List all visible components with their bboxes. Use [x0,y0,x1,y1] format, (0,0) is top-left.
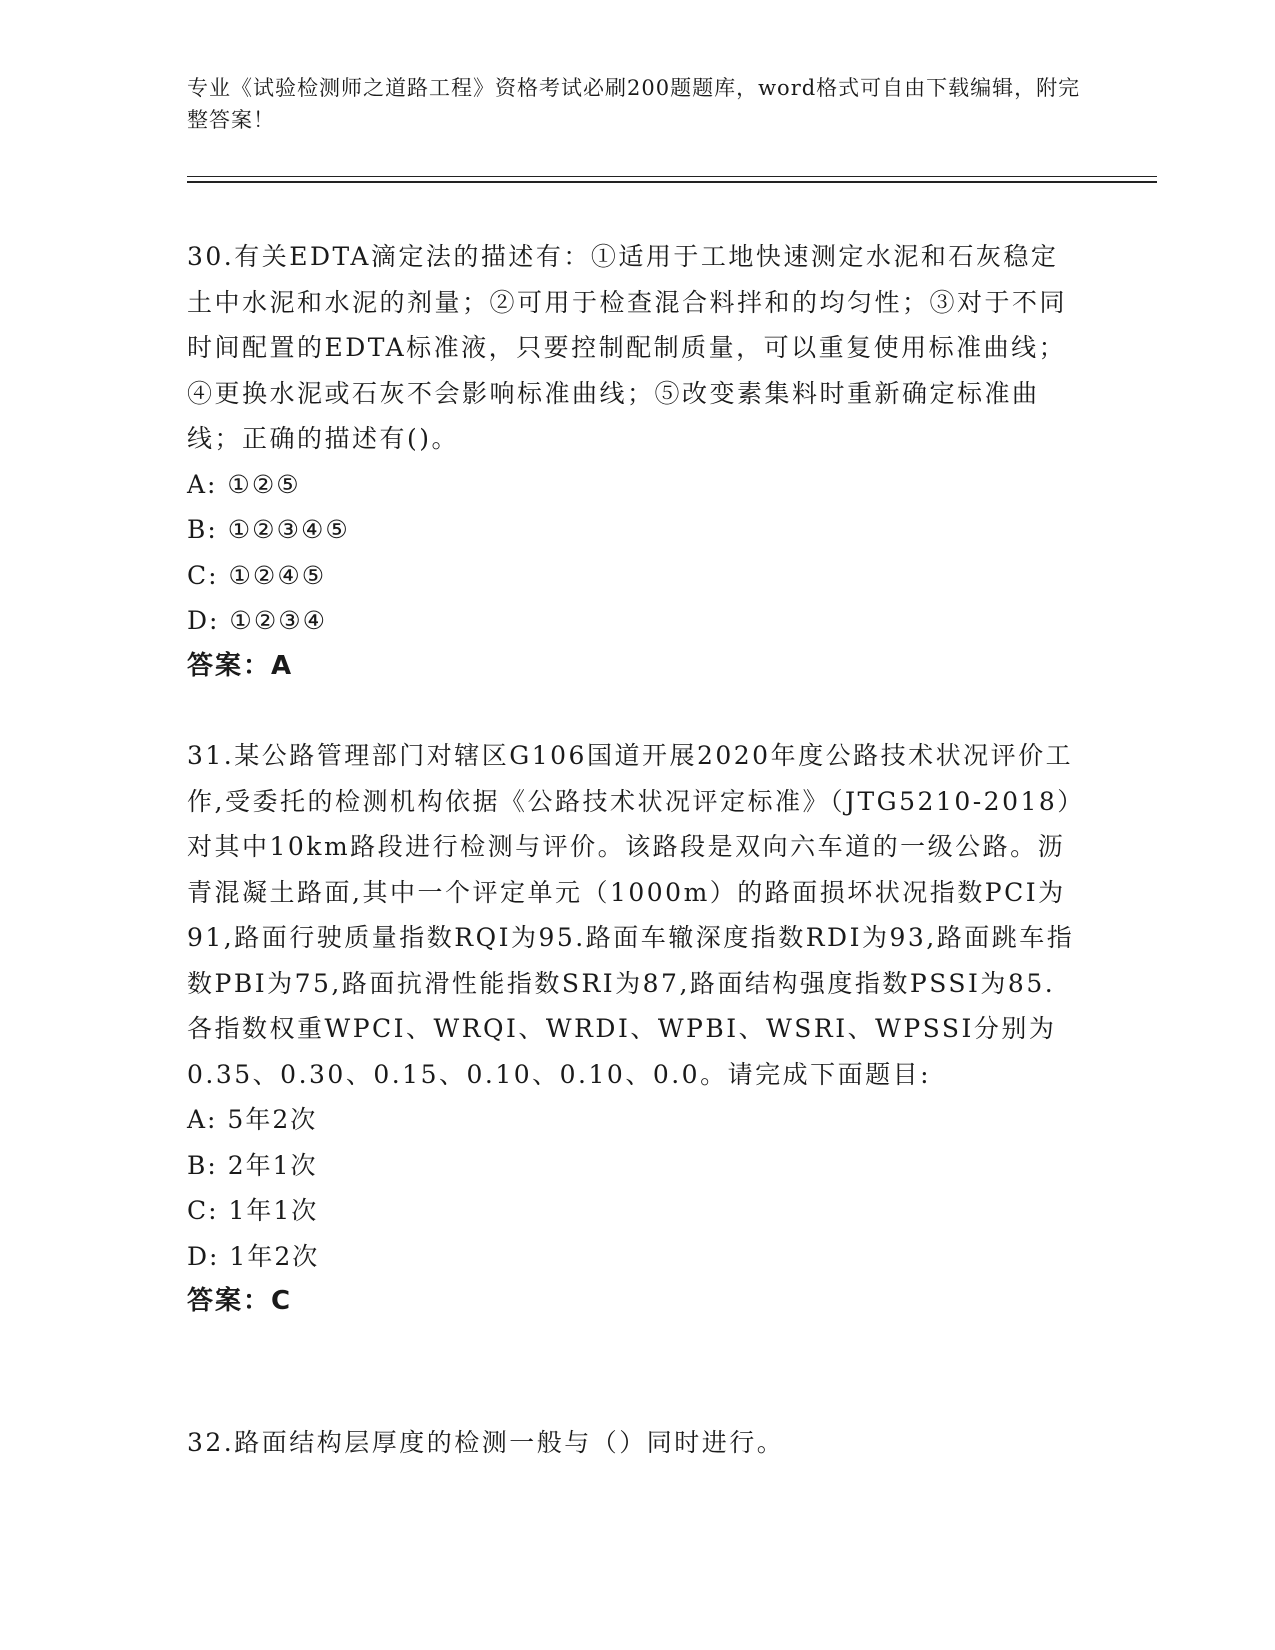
question-stem: 32.路面结构层厚度的检测一般与（）同时进行。 [187,1428,785,1457]
option-c: C: ①②④⑤ [187,560,327,590]
header-divider-thin [187,176,1157,177]
answer: 答案：A [187,650,294,681]
option-b: B: ①②③④⑤ [187,515,350,544]
option-a: A: ①②⑤ [187,469,301,499]
answer: 答案：C [187,1286,293,1316]
option-c: C: 1年1次 [187,1196,319,1225]
question-stem: 31.某公路管理部门对辖区G106国道开展2020年度公路技术状况评价工作,受委托的检测机构依据《公路技术状况评定标准》（JTG5210-2018）对其中10km路段进行检测与评价。该路段是双向六车道的一级公路。沥青混凝土路面,其中一个评定单元（1000m）的路面损坏状况指数PCI为91,路面行驶质量指数RQI为95.路面车辙深度指数RDI为93,路面跳车指数PBI为75,路面抗滑性能指数SRI为87,路面结构强度指数PSSI为85.各指数权重WPCI、WRQI、WRDI、WPBI、WSRI、WPSSI分别为0.35、0.30、0.15、0.10、0.10、0.0。请完成下面题目: [187,741,1075,1089]
question-31 [187,733,1077,1325]
question-30 [187,234,1077,689]
option-b: B: 2年1次 [187,1150,318,1180]
option-d: D: ①②③④ [187,606,328,635]
option-d: D: 1年2次 [187,1241,320,1271]
question-stem: 30.有关EDTA滴定法的描述有：①适用于工地快速测定水泥和石灰稳定土中水泥和水泥的剂量；②可用于检查混合料拌和的均匀性；③对于不同时间配置的EDTA标准液，只要控制配制质量，可以重复使用标准曲线；④更换水泥或石灰不会影响标准曲线；⑤改变素集料时重新确定标准曲线；正确的描述有()。 [187,242,1068,453]
header-divider-thick [187,181,1157,183]
option-a: A: 5年2次 [187,1105,318,1134]
document-header: 专业《试验检测师之道路工程》资格考试必刷200题题库，word格式可自由下载编辑，附完整答案！ [187,76,1081,132]
question-32 [187,1420,1077,1466]
